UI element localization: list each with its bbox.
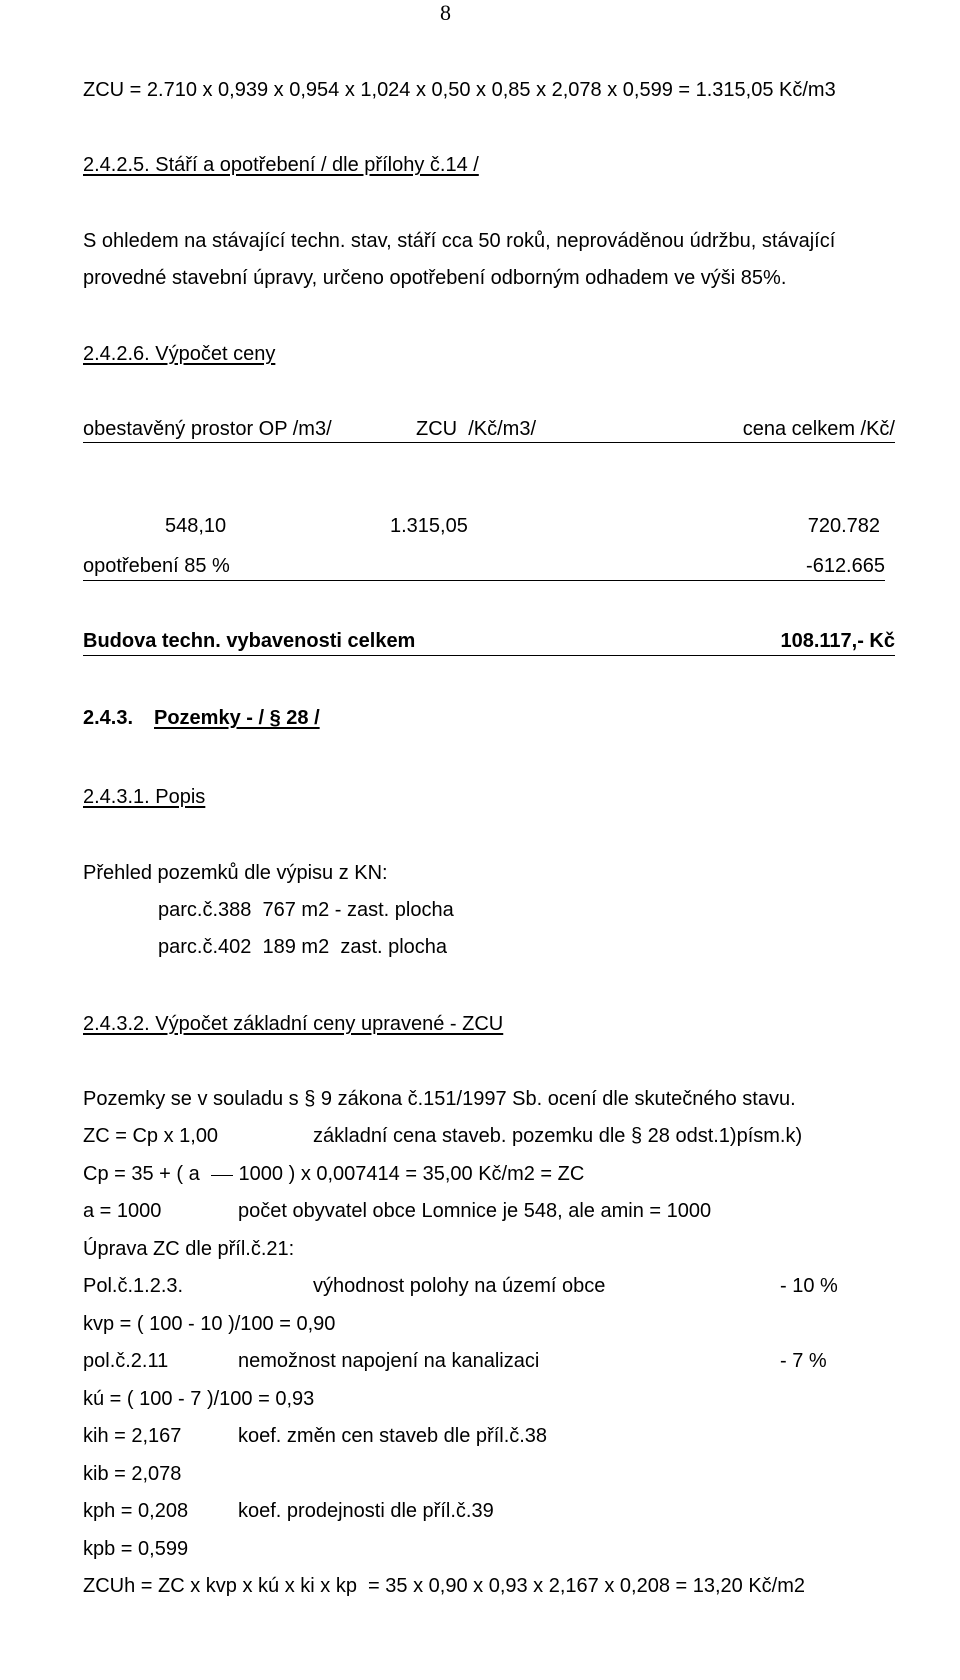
sum-label: Budova techn. vybavenosti celkem xyxy=(83,630,416,652)
value-zcu: 1.315,05 xyxy=(390,515,468,537)
page-number: 8 xyxy=(440,0,451,25)
calc-kih: kih = 2,167 xyxy=(83,1425,182,1447)
header-zcu: ZCU /Kč/m3/ xyxy=(416,418,537,440)
value-total-price: 720.782 xyxy=(807,515,880,537)
section-heading-2426: 2.4.2.6. Výpočet ceny xyxy=(83,343,276,365)
calc-ku: kú = ( 100 - 7 )/100 = 0,93 xyxy=(83,1388,315,1410)
calc-kph: kph = 0,208 xyxy=(83,1500,189,1522)
calc-kvp: kvp = ( 100 - 10 )/100 = 0,90 xyxy=(83,1313,336,1335)
calc-item-code: pol.č.2.11 xyxy=(83,1350,169,1372)
section-number-243: 2.4.3. xyxy=(83,707,134,729)
calc-line-legal-basis: Pozemky se v souladu s § 9 zákona č.151/1997 Sb. ocení dle skutečného stavu. xyxy=(83,1088,796,1110)
section-heading-2425: 2.4.2.5. Stáří a opotřebení / dle přílohy č.14 / xyxy=(83,154,479,176)
calc-cp-formula-start: Cp = 35 + ( a xyxy=(83,1163,206,1185)
calc-item-code: Pol.č.1.2.3. xyxy=(83,1275,184,1297)
calc-kpb: kpb = 0,599 xyxy=(83,1538,189,1560)
calc-kib: kib = 2,078 xyxy=(83,1463,182,1485)
wear-value: -612.665 xyxy=(806,555,885,577)
land-overview-title: Přehled pozemků dle výpisu z KN: xyxy=(83,862,388,884)
calc-a-value: a = 1000 xyxy=(83,1200,162,1222)
section-heading-2431: 2.4.3.1. Popis xyxy=(83,786,206,808)
header-total-price: cena celkem /Kč/ xyxy=(742,418,895,440)
calc-item-description: výhodnost polohy na území obce xyxy=(313,1275,606,1297)
parcel-item: parc.č.402 189 m2 zast. plocha xyxy=(158,936,448,958)
calc-zcuh-result: ZCUh = ZC x kvp x kú x ki x kp = 35 x 0,90 x 0,93 x 2,167 x 0,208 = 13,20 Kč/m2 xyxy=(83,1575,806,1597)
calc-item-percent: - 7 % xyxy=(780,1350,827,1372)
parcel-item: parc.č.388 767 m2 - zast. plocha xyxy=(158,899,454,921)
wear-underline xyxy=(83,580,885,581)
calc-kih-description: koef. změn cen staveb dle příl.č.38 xyxy=(238,1425,548,1447)
wear-label: opotřebení 85 % xyxy=(83,555,230,577)
calc-zc-formula: ZC = Cp x 1,00 xyxy=(83,1125,219,1147)
wear-paragraph-line-2: provedné stavební úpravy, určeno opotřebení odborným odhadem ve výši 85%. xyxy=(83,267,787,289)
calc-adjustment-heading: Úprava ZC dle příl.č.21: xyxy=(83,1238,295,1260)
header-built-space: obestavěný prostor OP /m3/ xyxy=(83,418,332,440)
calc-kph-description: koef. prodejnosti dle příl.č.39 xyxy=(238,1500,494,1522)
section-title-243: Pozemky - / § 28 / xyxy=(154,707,320,729)
sum-value: 108.117,- Kč xyxy=(780,630,895,652)
value-built-space: 548,10 xyxy=(165,515,227,537)
wear-paragraph-line-1: S ohledem na stávající techn. stav, stáří cca 50 roků, neprováděnou údržbu, stávající xyxy=(83,230,836,252)
dash xyxy=(211,1175,233,1176)
calc-item-percent: - 10 % xyxy=(780,1275,838,1297)
zcu-formula-line: ZCU = 2.710 x 0,939 x 0,954 x 1,024 x 0,50 x 0,85 x 2,078 x 0,599 = 1.315,05 Kč/m3 xyxy=(83,79,836,101)
calc-zc-description: základní cena staveb. pozemku dle § 28 odst.1)písm.k) xyxy=(313,1125,803,1147)
sum-underline xyxy=(83,655,895,656)
calc-a-description: počet obyvatel obce Lomnice je 548, ale amin = 1000 xyxy=(238,1200,712,1222)
section-heading-2432: 2.4.3.2. Výpočet základní ceny upravené - ZCU xyxy=(83,1013,504,1035)
calc-item-description: nemožnost napojení na kanalizaci xyxy=(238,1350,540,1372)
header-underline xyxy=(83,442,895,443)
calc-cp-formula-end: 1000 ) x 0,007414 = 35,00 Kč/m2 = ZC xyxy=(233,1163,585,1185)
